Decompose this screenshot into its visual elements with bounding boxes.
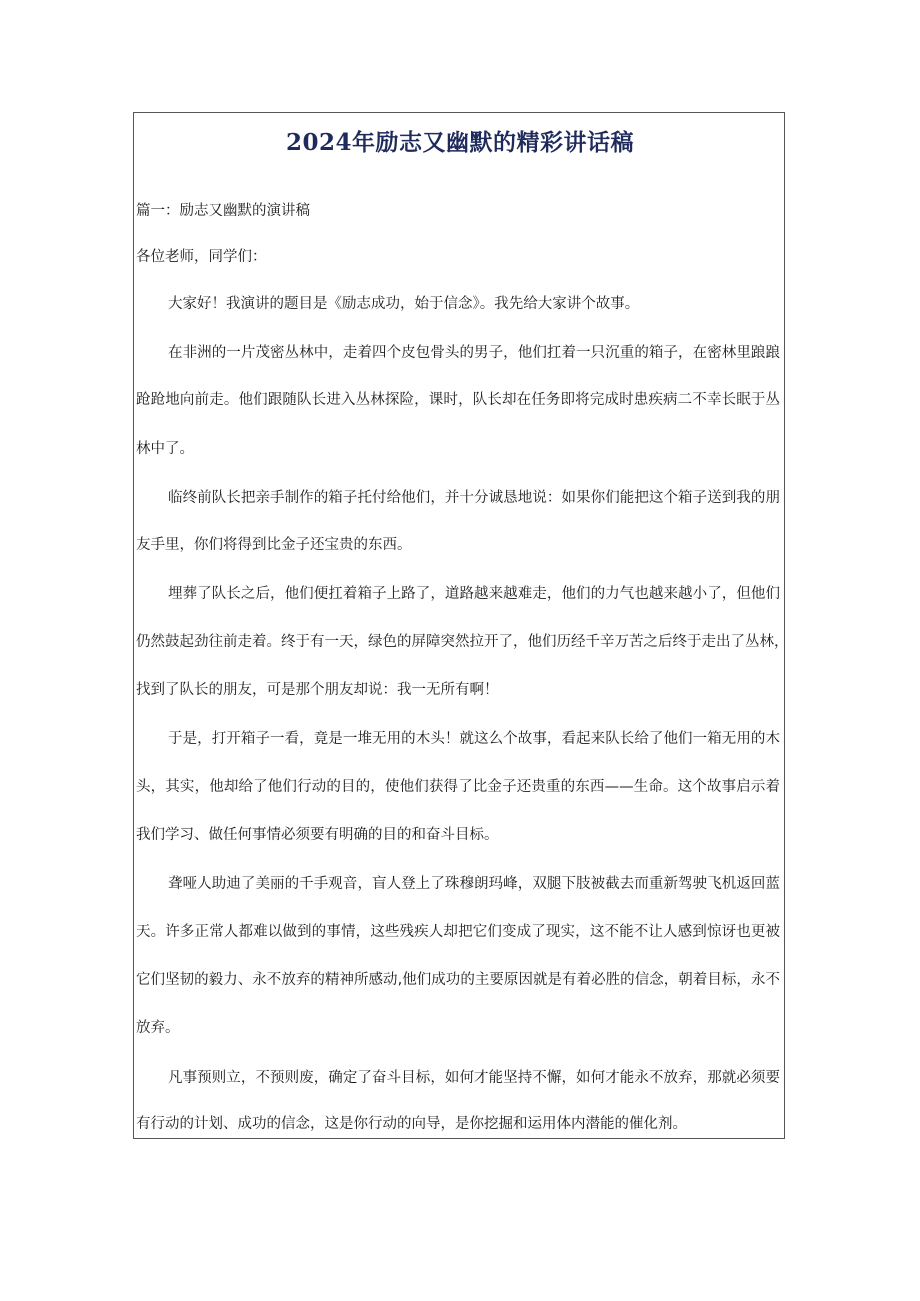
paragraph-line: 友手里，你们将得到比金子还宝贵的东西。 [136, 537, 412, 553]
paragraph-line: 头，其实，他却给了他们行动的目的，使他们获得了比金子还贵重的东西——生命。这个故事启示着 [136, 779, 780, 795]
paragraph-line: 聋哑人助迪了美丽的千手观音，盲人登上了珠穆朗玛峰，双腿下肢被截去而重新驾驶飞机返回蓝 [168, 876, 780, 892]
paragraph-line: 在非洲的一片茂密丛林中，走着四个皮包骨头的男子，他们扛着一只沉重的箱子，在密林里踉踉 [168, 345, 780, 361]
section-heading: 篇一：励志又幽默的演讲稿 [136, 203, 310, 219]
document-page [133, 112, 789, 1139]
paragraph-line: 埋葬了队长之后，他们便扛着箱子上路了，道路越来越难走，他们的力气也越来越小了，但他们 [168, 586, 780, 602]
paragraph-line: 林中了。 [136, 441, 194, 457]
paragraph-line: 凡事预则立，不预则废，确定了奋斗目标，如何才能坚持不懈，如何才能永不放弃，那就必须要 [168, 1070, 780, 1086]
paragraph-line: 找到了队长的朋友，可是那个朋友却说：我一无所有啊！ [136, 682, 499, 698]
paragraph-line: 天。许多正常人都难以做到的事情，这些残疾人却把它们变成了现实，这不能不让人感到惊讶也更被 [136, 924, 780, 940]
paragraph-line: 于是，打开箱子一看，竟是一堆无用的木头！就这么个故事，看起来队长给了他们一箱无用的木 [168, 731, 780, 747]
paragraph-line: 临终前队长把亲手制作的箱子托付给他们，并十分诚恳地说：如果你们能把这个箱子送到我的朋 [168, 490, 780, 506]
paragraph-line: 它们坚韧的毅力、永不放弃的精神所感动,他们成功的主要原因就是有着必胜的信念，朝着目标，永不 [136, 972, 780, 988]
paragraph-line: 我们学习、做任何事情必须要有明确的目的和奋斗目标。 [136, 827, 499, 843]
paragraph-line: 跄跄地向前走。他们跟随队长进入丛林探险，课时，队长却在任务即将完成时患疾病二不幸长眠于丛 [136, 392, 780, 408]
document-title: 2024年励志又幽默的精彩讲话稿 [285, 129, 634, 156]
paragraph-line: 大家好！我演讲的题目是《励志成功，始于信念》。我先给大家讲个故事。 [168, 296, 640, 312]
paragraph-line: 放弃。 [136, 1020, 180, 1036]
salutation: 各位老师，同学们： [136, 249, 267, 265]
paragraph-line: 有行动的计划、成功的信念，这是你行动的向导，是你挖掘和运用体内潜能的催化剂。 [136, 1116, 687, 1132]
paragraph-line: 仍然鼓起劲往前走着。终于有一天，绿色的屏障突然拉开了，他们历经千辛万苦之后终于走出了丛林， [136, 634, 789, 650]
